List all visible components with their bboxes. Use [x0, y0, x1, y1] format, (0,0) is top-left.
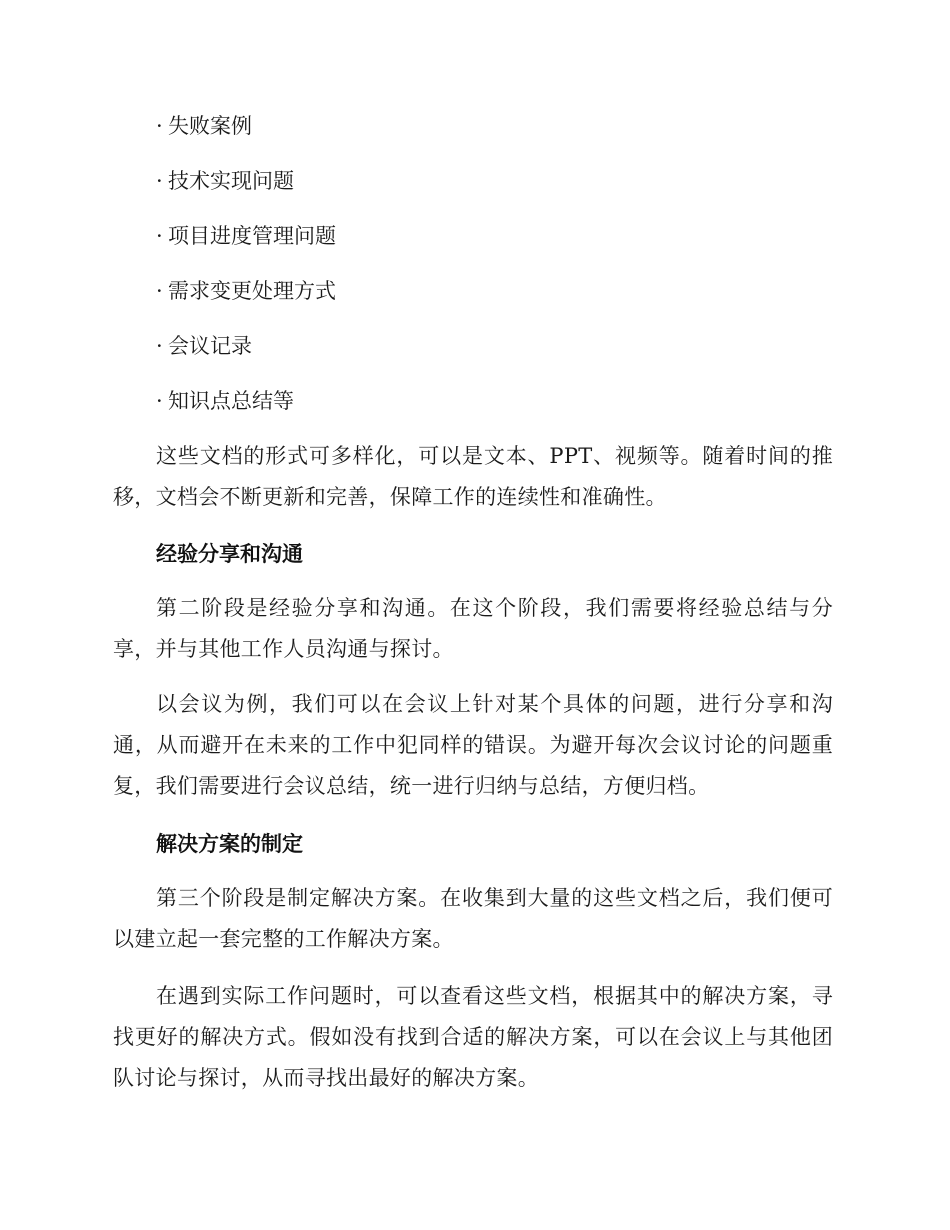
section-heading-solution: 解决方案的制定: [156, 832, 303, 856]
list-item: [156, 220, 336, 275]
bullet-marker: ·: [156, 169, 163, 193]
list-item: [156, 110, 336, 165]
list-item-text: 失败案例: [168, 114, 252, 138]
list-item-text: 项目进度管理问题: [168, 224, 336, 248]
list-item: [156, 165, 336, 220]
list-item-text: 需求变更处理方式: [168, 279, 336, 303]
bullet-marker: ·: [156, 279, 163, 303]
list-item: [156, 385, 336, 440]
bullet-marker: ·: [156, 114, 163, 138]
paragraph-solution-usage: 在遇到实际工作问题时，可以查看这些文档，根据其中的解决方案，寻找更好的解决方式。假如没有找到合适的解决方案，可以在会议上与其他团队讨论与探讨，从而寻找出最好的解决方案。: [113, 984, 833, 1090]
section-heading-sharing: 经验分享和沟通: [156, 542, 303, 566]
bullet-marker: ·: [156, 389, 163, 413]
bullet-marker: ·: [156, 224, 163, 248]
bullet-marker: ·: [156, 334, 163, 358]
list-item-text: 会议记录: [168, 334, 252, 358]
paragraph-sharing-intro: 第二阶段是经验分享和沟通。在这个阶段，我们需要将经验总结与分享，并与其他工作人员沟通与探讨。: [113, 596, 833, 661]
list-item-text: 技术实现问题: [168, 169, 294, 193]
paragraph-sharing-meeting: 以会议为例，我们可以在会议上针对某个具体的问题，进行分享和沟通，从而避开在未来的工作中犯同样的错误。为避开每次会议讨论的问题重复，我们需要进行会议总结，统一进行归纳与总结，方便归档。: [113, 692, 833, 798]
paragraph-document-forms: 这些文档的形式可多样化，可以是文本、PPT、视频等。随着时间的推移，文档会不断更新和完善，保障工作的连续性和准确性。: [113, 444, 833, 509]
paragraph-solution-intro: 第三个阶段是制定解决方案。在收集到大量的这些文档之后，我们便可以建立起一套完整的工作解决方案。: [113, 886, 833, 951]
bullet-list: [156, 110, 336, 440]
list-item: [156, 275, 336, 330]
list-item: [156, 330, 336, 385]
list-item-text: 知识点总结等: [168, 389, 294, 413]
